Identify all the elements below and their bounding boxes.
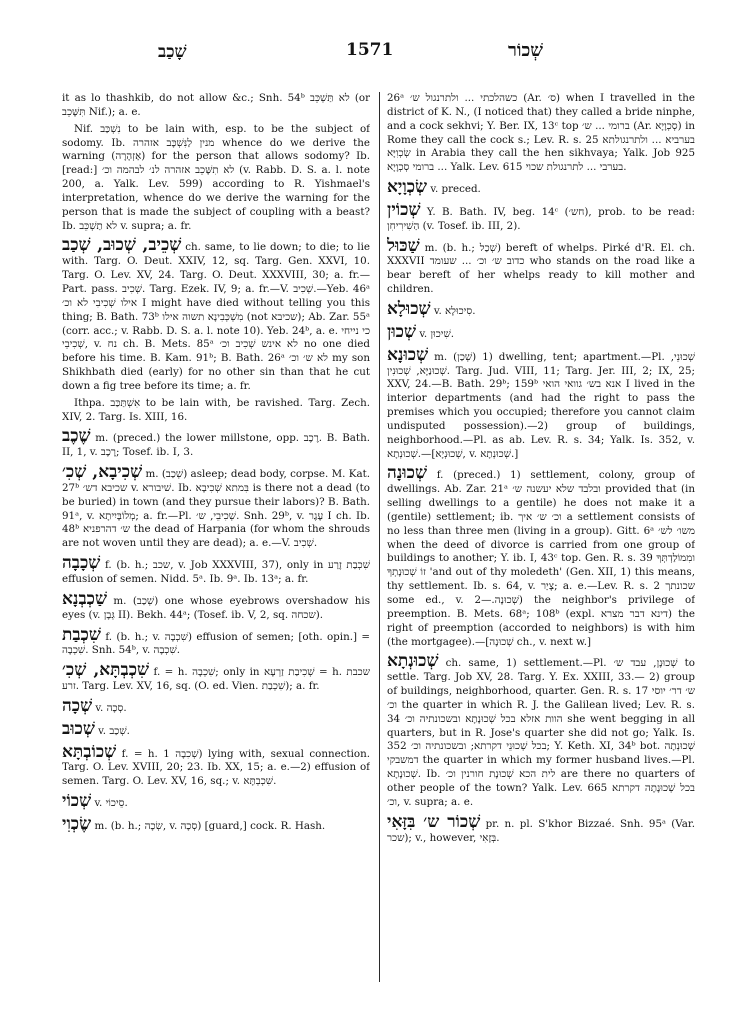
page-number: 1571 bbox=[346, 40, 394, 60]
headword: שְׁכוֹר ש׳ בִּזָּאִי bbox=[387, 811, 481, 832]
entry-shekhunta bbox=[387, 652, 695, 809]
headword: שְׁכִיבָא, שְׁכִ׳ bbox=[62, 462, 143, 483]
headword: שְׁכוּן bbox=[387, 321, 417, 342]
headword: שִׁכְבְתָּא, שְׁכִ׳ bbox=[62, 660, 150, 681]
entry-sekhvaya bbox=[387, 178, 695, 197]
headword: שְׁכֵיב, שְׁכוּב, שְׁכַב bbox=[62, 235, 182, 256]
entry-text: v. preced. bbox=[430, 183, 481, 196]
entry-shekha bbox=[62, 697, 370, 716]
headword: שְׂכְוָיָא bbox=[387, 177, 428, 198]
entry-text: m. (b. h.; שְׁכַל) bereft of whelps. Pirké d'R. El. ch. XXXVII כדוב ש׳ וכ׳ ... שעומד who stands on the road like a bear bereft of her whelps ready to kill mother and children. bbox=[387, 241, 695, 296]
entry-text: ch. same, to lie down; to die; to lie with. Targ. O. Deut. XXIV, 12, sq. Targ. Gen. XXVI, 10. Targ. O. Lev. XV, 24. Targ. O. Deut. XXXVIII, 30; a. fr.— Part. pass. שְׁכִיב. Targ. Ezek. IV, 9; a. fr.—V. שְׁכִיב.—Yeb. 46ᵃ אילו שְׁכִיבִי לא וכ׳ I might have died without telling you this thing; B. Bath. 73ᵇ מִשְׁכְּבִינָא תשוה אילו (not שכיבא); Ab. Zar. 55ᵃ (corr. acc.; v. Rabb. D. S. a. l. note 10). Yeb. 24ᵇ, a. e. כי נייחי שְׁכִיבֵי, v. נח ch. B. Mets. 85ᵃ לא אינש שְׁכִיב וכ׳ no one died before his time. B. Kam. 91ᵇ; B. Bath. 26ᵃ לא ש׳ וכ׳ my son Shikhbath died (early) for no other sin than that he cut down a fig tree before its time; a. fr. bbox=[62, 241, 370, 392]
entry-sekhvi bbox=[62, 815, 370, 834]
headword: שִׁכְבַת bbox=[62, 624, 101, 645]
entry-text: v. סְכָה. bbox=[95, 701, 127, 714]
entry-shikhbath bbox=[62, 626, 370, 659]
entry-text: v. שִׁיכוּן. bbox=[419, 327, 455, 340]
entry-text: m. (שְׁכַב) one whose eyebrows overshadow his eyes (v. גְּבָן II). Bekh. 44ᵃ; (Tosef. ib. V, 2, sq. שכחה). bbox=[62, 594, 370, 621]
running-head-left: שָׁכַב bbox=[158, 42, 187, 62]
headword: שְׁכוּלָא bbox=[387, 298, 431, 319]
entry-shekhoyin bbox=[387, 201, 695, 234]
right-column bbox=[387, 92, 695, 982]
entry-text: pr. n. pl. S'khor Bizzaé. Snh. 95ᵃ (Var. שכר); v., however, בְּזָאִי. bbox=[387, 817, 695, 844]
running-head-right: שְׁכוֹר bbox=[508, 40, 543, 61]
entry-text: v. שְׁכַב. bbox=[98, 724, 130, 737]
entry-text: m. (b. h.; שְׂכָה, v. סְכָה) [guard,] cock. R. Hash. bbox=[94, 819, 326, 832]
headword: שְׁכוּנָא bbox=[387, 344, 429, 365]
left-column bbox=[62, 92, 370, 982]
entry-text: f. (b. h.; v. שִׁכְבָה) effusion of semen; [oth. opin.] = שִׁכְבָה. Snh. 54ᵇ, v. שִׁכְבָה. bbox=[62, 630, 370, 657]
headword: שַׁכְבְנָא bbox=[62, 588, 107, 609]
entry-continuation bbox=[387, 92, 695, 175]
entry-nif bbox=[62, 123, 370, 234]
entry-text: Y. B. Bath. IV, beg. 14ᶜ (חש׳), prob. to be read: הַשִׁירִיחִן (v. Tosef. ib. III, 2). bbox=[387, 205, 695, 232]
entry-shekhoy bbox=[62, 792, 370, 811]
entry-text: f. (preced.) 1) settlement, colony, group of dwellings. Ab. Zar. 21ᵃ ובלבד שלא יעשנה ש׳ provided that (in selling dwellings to a gentile) he does not make it a (gentile) settlement; ib. וכ׳ ש׳ איך a settlement consists of no less than three men (living in a group). Gitt. 6ᵃ משו׳ לש׳ when the deed of divorce is carried from one group of buildings to another; Y. ib. I, 43ᶜ top. Gen. R. s. 39 ומִמוֹלַדְתְּךָ זוֹ שְׁכוּנָתְךָ 'and out of thy moledeth' (Gen. XII, 1) this means, thy settlement. Ib. s. 64, v. צָיַר; a. e.—Lev. R. s. 2 שכונתך some ed., v. שְׁכוּנָה.—2) the neighbor's privilege of preemption. B. Mets. 68ᵃ; 108ᵇ (expl. דינא דבר מצרא) the right of preemption (accorded to neighbors) is with him (the mortgagee).—[שְׁכוּנָה ch., v. next w.] bbox=[387, 469, 695, 648]
headword: שְׁכוּנָה bbox=[387, 463, 428, 484]
entry-text: f. = h. שְׁכִבָה 1) lying with, sexual connection. Targ. O. Lev. XVIII, 20; 23. Ib. XX, 15; a. e.—2) effusion of semen. Targ. O. Lev. XV, 16, sq.; v. שִׁכְבְתָּא. bbox=[62, 747, 370, 788]
entry-shekhunah bbox=[387, 464, 695, 649]
entry-shekhula bbox=[387, 300, 695, 319]
entry-text: m. (preced.) the lower millstone, opp. רֶכֶב. B. Bath. II, 1, v. רֶכֶב; Tosef. ib. I, 3. bbox=[62, 432, 370, 459]
headword: שְׁכוּב bbox=[62, 718, 95, 739]
entry-text: 26ᵃ כשהלכתי ... ולתרנגול ש׳ (Ar. ס׳) when I travelled in the district of K. N., (I noticed that) they called a bride ninphe, and a cock sekhvi; Y. Ber. IX, 13ᶜ top ברומי ... ש׳ (Ar. סְכְוָיָא) in Rome they call the cock s.; Lev. R. s. 25 בערביא ... ולתרנגולתא שְׂכְוִיָּא in Arabia they call the hen sikhvaya; Yalk. Job 925 ברומי סְכְוָיָא ... Yalk. Lev. 615 בערבי ... לתרנגולת שכוי. bbox=[387, 92, 695, 174]
entry-ithpa bbox=[62, 397, 370, 425]
entry-shekhuna bbox=[387, 346, 695, 462]
headword: שְׁכוֹבְתָּא bbox=[62, 741, 117, 762]
entry-text: ch. same, 1) settlement.—Pl. שְׁכוּנָן, עבד ש׳ to settle. Targ. Job XV, 28. Targ. Y. Ex. XXIII, 33.— 2) group of buildings, neighborhood, quarter. Gen. R. s. 17 ש׳ דר׳ יוסי וכ׳ the quarter in which R. J. the Galilean lived; Lev. R. s. 34 הוות אזלא בכל שְׁכוּנָתָא ובשכונתיה וכ׳ she went begging in all quarters, but in R. Jose's quarter she did not go; Yalk. Is. 352 בכל שְׁכוּנֵי דקרתא; ובשכונתיה וכ׳; Y. Keth. XI, 34ᵇ bot. שְׁכוּנְתָה דמשבקי the quarter in which my former husband lives.—Pl. שְׁכוּנָתָא. Ib. לית הכא שְׁכוּנָת חורנין וכ׳ are there no quarters of other people of the town? Yalk. Lev. 665 בכל שְׁכוּנָתָה דקרתא וכ׳, v. supra; a. e. bbox=[387, 657, 695, 808]
entry-continuation bbox=[62, 92, 370, 120]
entry-shekhun bbox=[387, 323, 695, 342]
entry-shekhor-bizzae bbox=[387, 813, 695, 846]
entry-shekhuv bbox=[62, 720, 370, 739]
entry-text: v. סִיכוּלָא. bbox=[433, 304, 476, 317]
column-divider bbox=[379, 92, 380, 982]
entry-text: f. = h. שִׁכְבָה; only in שְׁכִיבַת זַרְעָא = h. שכבת זרע. Targ. Lev. XV, 16, sq. (O. ed. Vien. שִׁכְבַת); a. fr. bbox=[62, 666, 370, 693]
headword: שְׁכוֹין bbox=[387, 199, 421, 220]
headword: שַׁכּוּל bbox=[387, 235, 420, 256]
entry-text: f. (b. h.; שכב, v. Job XXXVIII, 37), only in שִׁכְבַת זֶרַע effusion of semen. Nidd. 5ᵃ. Ib. 9ᵃ. Ib. 13ᵃ; a. fr. bbox=[62, 559, 370, 585]
entry-shekhiva bbox=[62, 463, 370, 551]
entry-text: v. סֵיכוֹי. bbox=[94, 797, 128, 810]
entry-shikhbeta bbox=[62, 661, 370, 694]
entry-shakhbena bbox=[62, 590, 370, 623]
headword: שֶׁכֶב bbox=[62, 426, 91, 447]
entry-shekhava bbox=[62, 554, 370, 587]
headword: שְׁכוֹי bbox=[62, 791, 92, 812]
headword: שְׁכָבָה bbox=[62, 553, 101, 574]
headword: שְׁכוּנְתָא bbox=[387, 651, 439, 672]
headword: שְׁכָה bbox=[62, 695, 93, 716]
entry-text: it as lo thashkib, do not allow &c.; Snh. 54ᵇ לא תַּשְׁכֵּב (or תִּשָּׁכֵב Nif.); a. e. bbox=[62, 92, 370, 118]
entry-shekhiv bbox=[62, 236, 370, 393]
entry-text: Nif. נִשְׁכַּב to be lain with, esp. to be the subject of sodomy. Ib. מנין לַנִּשְׁכָּב אזהרה whence do we derive the warning (אַזְהָרָה) for the person that allows sodomy? Ib. [read:] לא תִשָּׁכֵב אזהרה לנ׳ לבהמה וכ׳ (v. Rabb. D. S. a. l. note 200, a. Yalk. Lev. 599) according to R. Yishmael's interpretation, whence do we derive the warning for the person that is made the subject of coupling with a beast? Ib. לא תַשְׁכֵּב v. supra; a. fr. bbox=[62, 122, 370, 232]
entry-text: Ithpa. אִשְׁתַּכַּב to be lain with, be ravished. Targ. Zech. XIV, 2. Targ. Is. XIII, 16. bbox=[62, 396, 370, 423]
entry-shakkul bbox=[387, 237, 695, 297]
entry-text: m. (שְׁכַב) asleep; dead body, corpse. M. Kat. 27ᵇ שכיבא דש׳ v. שׁיבורא. Ib. בִּמתא שְׁכִיבָא is there not a dead (to be buried) in town (and they pursue their labors)? B. Bath. 91ᵃ, v. מְלוֹבָּיִיתָא; a. fr.—Pl. שְׁכִיבֵי, ש׳. Snh. 29ᵇ, v. עֶגֶר I ch. Ib. 48ᵇ ש׳ דהרפניא the dead of Harpania (for whom the shrouds are not woven until they are dead); a. e.—V. שְׁכִיב. bbox=[62, 468, 370, 550]
entry-text: m. (שְׁכַן) 1) dwelling, tent; apartment.—Pl. שְׁכוּנֵי, שְׁכוּנַיָּא, שְׁכוּנִין. Targ. Jud. VIII, 11; Targ. Jer. III, 2; IX, 25; XXV, 24.—B. Bath. 29ᵇ; 159ᵇ אנא בש׳ גוואי הואי I lived in the interior departments (and had the right to pass the premises which you occupied; therefore you cannot claim undisputed possession).—2) group of buildings, neighborhood.—Pl. as ab. Lev. R. s. 34; Yalk. Is. 352, v. שְׁכוּנְתָא.—[שְׁכוּנְיָא, v. שְׁכוּנְתָא.] bbox=[387, 350, 695, 460]
entry-shekhev bbox=[62, 427, 370, 460]
headword: שֶׂכְוִי bbox=[62, 813, 92, 834]
entry-shekhovta bbox=[62, 743, 370, 790]
